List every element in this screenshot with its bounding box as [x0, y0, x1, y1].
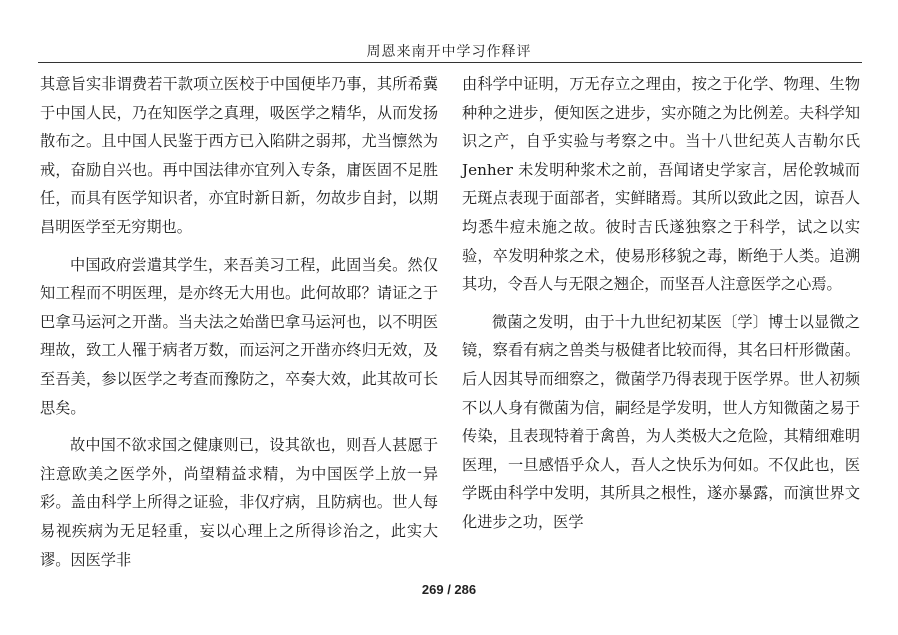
header-rule — [38, 62, 862, 63]
right-column — [462, 70, 860, 546]
paragraph: 故中国不欲求国之健康则已，设其欲也，则吾人甚愿于注意欧美之医学外，尚望精益求精，为中国医学上放一异彩。盖由科学上所得之证验，非仅疗病，且防病也。世人每易视疾病为无足轻重，妄以心理上之所得诊治之，此实大谬。因医学非 — [40, 436, 438, 569]
paragraph: 中国政府尝遣其学生，来吾美习工程，此固当矣。然仅知工程而不明医理，是亦终无大用也。此何故耶？请证之于巴拿马运河之开凿。当夫法之始凿巴拿马运河也，以不明医理故，致工人罹于病者万数，而运河之开凿亦终归无效，及至吾美，参以医学之考查而豫防之，卒奏大效，此其故可长思矣。 — [40, 255, 438, 417]
left-column — [40, 70, 438, 583]
page-header-title: 周恩来南开中学习作释评 — [366, 44, 532, 60]
paragraph: 其意旨实非谓费若干款项立医校于中国便毕乃事，其所希冀于中国人民，乃在知医学之真理，吸医学之精华，从而发扬散布之。且中国人民鉴于西方已入陷阱之弱邦，尤当懔然为戒，奋励自兴也。再中国法律亦宜列入专条，庸医固不足胜任，而具有医学知识者，亦宜时新日新，勿故步自封，以期昌明医学至无穷期也。 — [40, 75, 438, 236]
paragraph: 由科学中证明，万无存立之理由，按之于化学、物理、生物种种之进步，便知医之进步，实亦随之为比例差。夫科学知识之产，自乎实验与考察之中。当十八世纪英人吉勒尔氏 Jenher 未发明种浆术之前，吾闻诸史学家言，居伦敦城而无斑点表现于面部者，实鲜睹焉。其所以致此之因，谅吾人均悉牛痘未施之故。彼时吉氏遂独察之于科学，试之以实验，卒发明种浆之术，使易形移貌之毒，断绝于人类。追溯其功，令吾人与无限之翘企，而坚吾人注意医学之心焉。 — [462, 75, 860, 294]
paragraph: 微菌之发明，由于十九世纪初某医〔学〕博士以显微之镜，察看有病之兽类与极健者比较而得，其名曰杆形微菌。后人因其导而细察之，微菌学乃得表现于医学界。世人初频不以人身有微菌为信，嗣经是学发明，世人方知微菌之易于传染，且表现特着于禽兽，为人类极大之危险，其精细难明医理，一旦感悟乎众人，吾人之快乐为何如。不仅此也，医学既由科学中发明，其所具之根性，遂亦暴露，而演世界文化进步之功，医学 — [462, 312, 860, 531]
page-number: 269 / 286 — [421, 582, 477, 597]
